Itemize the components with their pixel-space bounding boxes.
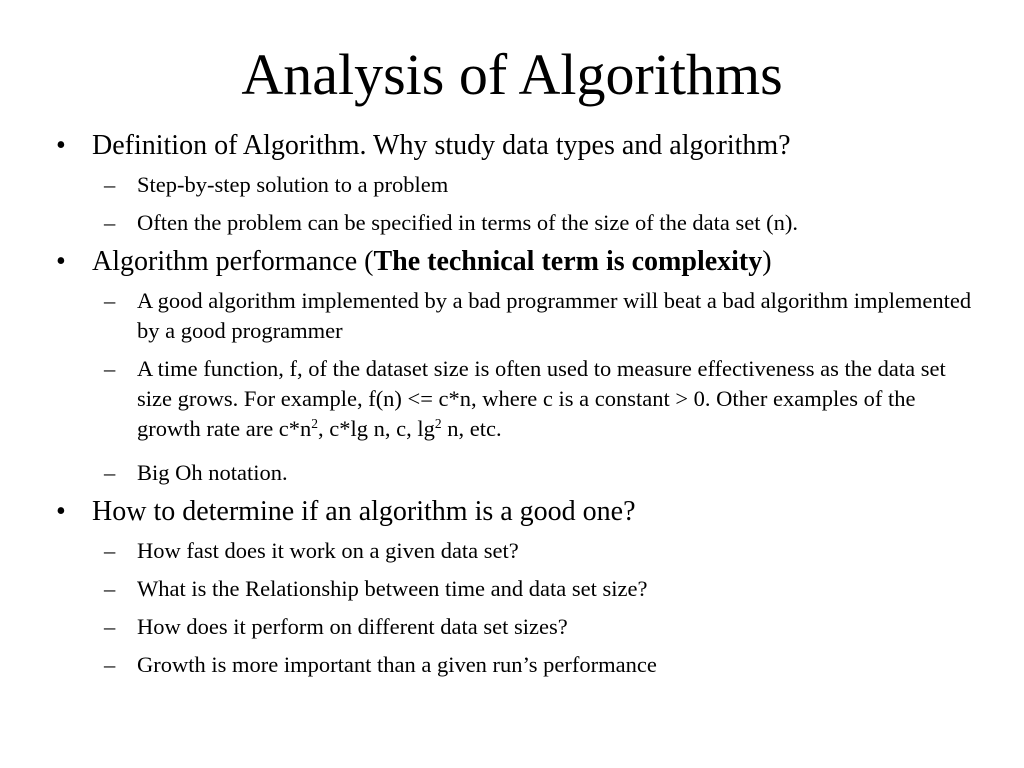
sub-bullet-item: [0, 650, 977, 680]
sub-bullet-text: Growth is more important than a given run’s performance: [137, 652, 657, 677]
slide-title: Analysis of Algorithms: [241, 42, 783, 107]
bullet-text-bold: The technical term is complexity: [373, 246, 763, 277]
sub-bullet-item: [0, 286, 977, 346]
sub-bullet-item: [0, 354, 977, 444]
sub-bullet-text: What is the Relationship between time and data set size?: [137, 576, 648, 601]
bullet-marker: •: [56, 246, 66, 277]
dash-marker: –: [104, 460, 116, 485]
dash-marker: –: [104, 614, 116, 639]
bullet-item: [0, 130, 972, 162]
superscript: 2: [311, 415, 319, 431]
dash-marker: –: [104, 652, 116, 677]
sub-bullet-item: [0, 612, 977, 642]
dash-marker: –: [104, 172, 116, 197]
sub-bullet-text: How fast does it work on a given data set?: [137, 538, 519, 563]
bullet-marker: •: [56, 130, 66, 161]
sub-bullet-item: [0, 536, 977, 566]
sub-bullet-text: How does it perform on different data set sizes?: [137, 614, 568, 639]
bullet-text-suffix: ): [762, 246, 772, 277]
sub-bullet-text: Often the problem can be specified in terms of the size of the data set (n).: [137, 210, 799, 235]
sub-bullet-item: [0, 458, 977, 488]
sub-bullet-item: [0, 208, 977, 238]
dash-marker: –: [104, 538, 116, 563]
sub-bullet-text: , c*lg n, c, lg: [318, 416, 435, 441]
sub-bullet-item: [0, 170, 977, 200]
sub-bullet-text: n, etc.: [441, 416, 502, 441]
bullet-text-prefix: Algorithm performance (: [92, 246, 374, 277]
dash-marker: –: [104, 288, 116, 313]
bullet-text: How to determine if an algorithm is a good one?: [92, 496, 636, 527]
dash-marker: –: [104, 356, 116, 381]
bullet-item: [0, 246, 972, 278]
sub-bullet-text: Big Oh notation.: [137, 460, 288, 485]
superscript: 2: [434, 415, 442, 431]
sub-bullet-text: A time function, f, of the dataset size is often used to measure effectiveness as the data set size grows. For example, f(n) <= c*n, where c is a constant > 0. Other examples of the growth rate are c*n: [137, 356, 946, 441]
bullet-marker: •: [56, 496, 66, 527]
bullet-item: [0, 496, 972, 528]
dash-marker: –: [104, 210, 116, 235]
sub-bullet-text: A good algorithm implemented by a bad programmer will beat a bad algorithm implemented by a good programmer: [137, 288, 972, 343]
sub-bullet-item: [0, 574, 977, 604]
sub-bullet-text: Step-by-step solution to a problem: [137, 172, 449, 197]
dash-marker: –: [104, 576, 116, 601]
bullet-list: [0, 130, 1024, 688]
bullet-text: Definition of Algorithm. Why study data types and algorithm?: [92, 130, 791, 161]
